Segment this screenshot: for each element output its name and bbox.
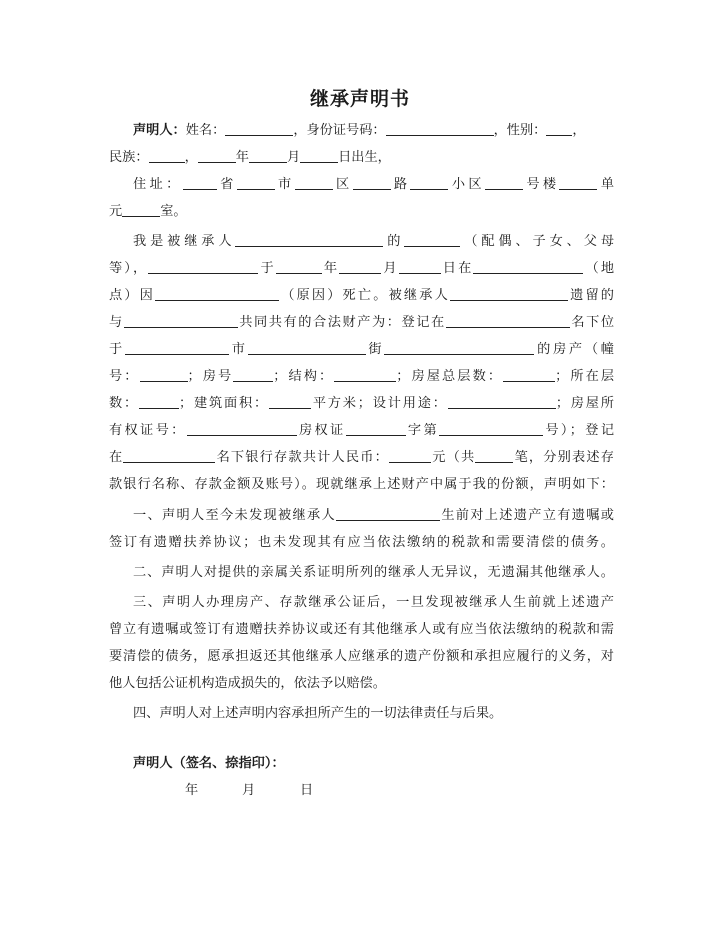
declaration-intro-line: 款银行名称、存款金额及账号）。现就继承上述财产中属于我的份额，声明如下： bbox=[109, 477, 614, 492]
total-floors-blank[interactable] bbox=[503, 367, 555, 382]
death-date-line bbox=[109, 258, 614, 280]
structure-blank[interactable] bbox=[334, 367, 396, 382]
in-label: 在 bbox=[109, 450, 124, 465]
declarant-info-line bbox=[133, 120, 614, 142]
decedent-name-blank-2[interactable] bbox=[450, 286, 568, 301]
community-label: 小区 bbox=[448, 177, 485, 192]
relationship-hint-cont: 等）， bbox=[109, 261, 149, 276]
registration-label: 号）；登记 bbox=[542, 423, 615, 438]
building-number-blank[interactable] bbox=[140, 367, 188, 382]
ethnicity-blank[interactable] bbox=[149, 148, 185, 163]
property-details-line bbox=[109, 366, 614, 388]
death-cause-line bbox=[109, 285, 614, 307]
usage-label: 平方米；设计用途： bbox=[311, 396, 448, 411]
month-label: 月 bbox=[381, 261, 399, 276]
cause-label: 点）因 bbox=[109, 288, 156, 303]
statement-1-line-1 bbox=[133, 505, 614, 527]
deposit-text: 名下银行存款共计人民币： bbox=[215, 450, 390, 465]
gender-label: ，性别： bbox=[493, 123, 547, 138]
property-building-label: 的房产（幢 bbox=[534, 342, 614, 357]
certificate-char-label: 字第 bbox=[405, 423, 439, 438]
city-label: 市 bbox=[228, 342, 248, 357]
unit-blank[interactable] bbox=[559, 175, 597, 190]
structure-label: ；结构： bbox=[273, 369, 335, 384]
room-number-label: ；房号 bbox=[187, 369, 234, 384]
at-label: 日在 bbox=[440, 261, 474, 276]
statement-1-text: 一、声明人至今未发现被继承人 bbox=[133, 508, 336, 523]
registered-owner-blank[interactable] bbox=[446, 313, 570, 328]
document-title: 继承声明书 bbox=[309, 88, 410, 110]
death-cause-blank[interactable] bbox=[155, 286, 279, 301]
certificate-blank[interactable] bbox=[187, 421, 297, 436]
road-label: 路 bbox=[390, 177, 411, 192]
relation-line bbox=[133, 231, 614, 253]
statement-4: 四、声明人对上述声明内容承担所产生的一切法律责任与后果。 bbox=[133, 706, 503, 721]
death-month-blank[interactable] bbox=[339, 259, 381, 274]
floor-label: ；所在层 bbox=[555, 369, 615, 384]
birth-year-blank[interactable] bbox=[198, 148, 236, 163]
ethnicity-label: 民族： bbox=[109, 150, 149, 165]
id-number-label: ，身份证号码： bbox=[293, 123, 386, 138]
month-label: 月 bbox=[286, 150, 301, 165]
community-blank[interactable] bbox=[410, 175, 448, 190]
statement-3-line-3: 要清偿的债务，愿承担返还其他继承人应继承的遗产份额和承担应履行的义务，对 bbox=[109, 649, 614, 664]
unit-label-cont: 元 bbox=[109, 204, 123, 219]
death-year-blank[interactable] bbox=[276, 259, 322, 274]
birth-month-blank[interactable] bbox=[249, 148, 287, 163]
id-number-blank[interactable] bbox=[386, 121, 494, 136]
road-blank[interactable] bbox=[353, 175, 391, 190]
yuan-label: 元（共 bbox=[431, 450, 476, 465]
city-blank[interactable] bbox=[237, 175, 275, 190]
city-label: 市 bbox=[274, 177, 295, 192]
street-label: 街 bbox=[365, 342, 385, 357]
address-line-cont bbox=[109, 201, 614, 223]
deposit-line bbox=[109, 447, 614, 469]
death-text: （原因）死亡。被继承人 bbox=[279, 288, 450, 303]
co-owner-blank[interactable] bbox=[124, 313, 238, 328]
certificate-number-blank[interactable] bbox=[439, 421, 543, 436]
area-label: ；建筑面积： bbox=[179, 396, 269, 411]
at-label: 于 bbox=[109, 342, 125, 357]
floor-label-cont: 数： bbox=[109, 396, 139, 411]
room-number-blank[interactable] bbox=[233, 367, 273, 382]
room-label: 室。 bbox=[160, 204, 187, 219]
certificate-prefix-blank[interactable] bbox=[346, 421, 406, 436]
total-floors-label: ；房屋总层数： bbox=[396, 369, 504, 384]
deposit-detail-text: 笔，分别表述存 bbox=[513, 450, 614, 465]
deposit-amount-blank[interactable] bbox=[389, 448, 431, 463]
left-behind-text: 遗留的 bbox=[567, 288, 614, 303]
separator-text: ， bbox=[572, 123, 586, 138]
certificate-label: 有权证号： bbox=[109, 423, 187, 438]
with-label: 与 bbox=[109, 315, 124, 330]
statement-2: 二、声明人对提供的亲属关系证明所列的继承人无异议，无遗漏其他继承人。 bbox=[133, 565, 614, 580]
decedent-name-blank[interactable] bbox=[235, 232, 383, 247]
certificate-prefix-label: 房权证 bbox=[296, 423, 346, 438]
ethnicity-birth-line bbox=[109, 147, 614, 169]
building-label: 号楼 bbox=[522, 177, 560, 192]
province-blank[interactable] bbox=[183, 175, 217, 190]
decedent-name-blank-3[interactable] bbox=[336, 506, 440, 521]
relation-intro: 我是被继承人 bbox=[133, 234, 236, 249]
statement-3-line-2: 曾立有遗嘱或签订有遗赠扶养协议或还有其他继承人或有应当依法缴纳的税款和需 bbox=[109, 622, 614, 637]
province-label: 省 bbox=[216, 177, 237, 192]
certificate-line bbox=[109, 420, 614, 442]
statement-1-line-2: 签订有遗赠扶养协议；也未发现其有应当依法缴纳的税款和需要清偿的债务。 bbox=[109, 535, 614, 550]
property-city-blank[interactable] bbox=[125, 340, 229, 355]
property-area-line bbox=[109, 393, 614, 415]
floor-blank[interactable] bbox=[139, 394, 179, 409]
separator-text: ， bbox=[184, 150, 198, 165]
relation-of-label: 的 bbox=[383, 234, 405, 249]
unit-label: 单 bbox=[597, 177, 614, 192]
property-address-blank[interactable] bbox=[384, 340, 534, 355]
ownership-label: ；房屋所 bbox=[555, 396, 614, 411]
property-street-blank[interactable] bbox=[248, 340, 366, 355]
statement-3-line-1: 三、声明人办理房产、存款继承公证后，一旦发现被继承人生前就上述遗产 bbox=[133, 595, 614, 610]
death-date-blank[interactable] bbox=[148, 259, 258, 274]
property-location-line bbox=[109, 339, 614, 361]
deposit-count-blank[interactable] bbox=[475, 448, 513, 463]
death-place-blank[interactable] bbox=[473, 259, 583, 274]
name-label: 姓名： bbox=[185, 123, 226, 138]
name-blank[interactable] bbox=[225, 121, 293, 136]
co-owner-line bbox=[109, 312, 614, 334]
number-label: 号： bbox=[109, 369, 140, 384]
relationship-hint: （配偶、子女、父母 bbox=[460, 234, 615, 249]
statement-1-text-cont: 生前对上述遗产立有遗嘱或 bbox=[440, 508, 614, 523]
signature-month-label: 月 bbox=[242, 783, 256, 798]
year-label: 年 bbox=[321, 261, 340, 276]
address-line bbox=[133, 174, 614, 196]
located-text: 名下位 bbox=[569, 315, 615, 330]
on-label: 于 bbox=[258, 261, 276, 276]
district-blank[interactable] bbox=[295, 175, 333, 190]
day-label: 日出生， bbox=[338, 150, 391, 165]
deposit-owner-blank[interactable] bbox=[123, 448, 215, 463]
signature-day-label: 日 bbox=[300, 783, 314, 798]
gender-blank[interactable] bbox=[546, 121, 572, 136]
birth-day-blank[interactable] bbox=[300, 148, 338, 163]
death-day-blank[interactable] bbox=[399, 259, 441, 274]
building-blank[interactable] bbox=[485, 175, 523, 190]
area-blank[interactable] bbox=[269, 394, 311, 409]
year-label: 年 bbox=[235, 150, 249, 165]
signature-label: 声明人（签名、捺指印）： bbox=[133, 756, 285, 771]
district-label: 区 bbox=[332, 177, 353, 192]
place-hint: （地 bbox=[583, 261, 615, 276]
signature-year-label: 年 bbox=[185, 783, 199, 798]
declarant-label: 声明人： bbox=[133, 123, 186, 138]
room-blank[interactable] bbox=[122, 202, 160, 217]
property-text: 共同共有的合法财产为：登记在 bbox=[237, 315, 446, 330]
statement-3-line-4: 他人包括公证机构造成损失的，依法予以赔偿。 bbox=[109, 676, 386, 691]
relationship-blank[interactable] bbox=[404, 232, 460, 247]
address-label: 住址： bbox=[133, 177, 183, 192]
usage-blank[interactable] bbox=[448, 394, 556, 409]
